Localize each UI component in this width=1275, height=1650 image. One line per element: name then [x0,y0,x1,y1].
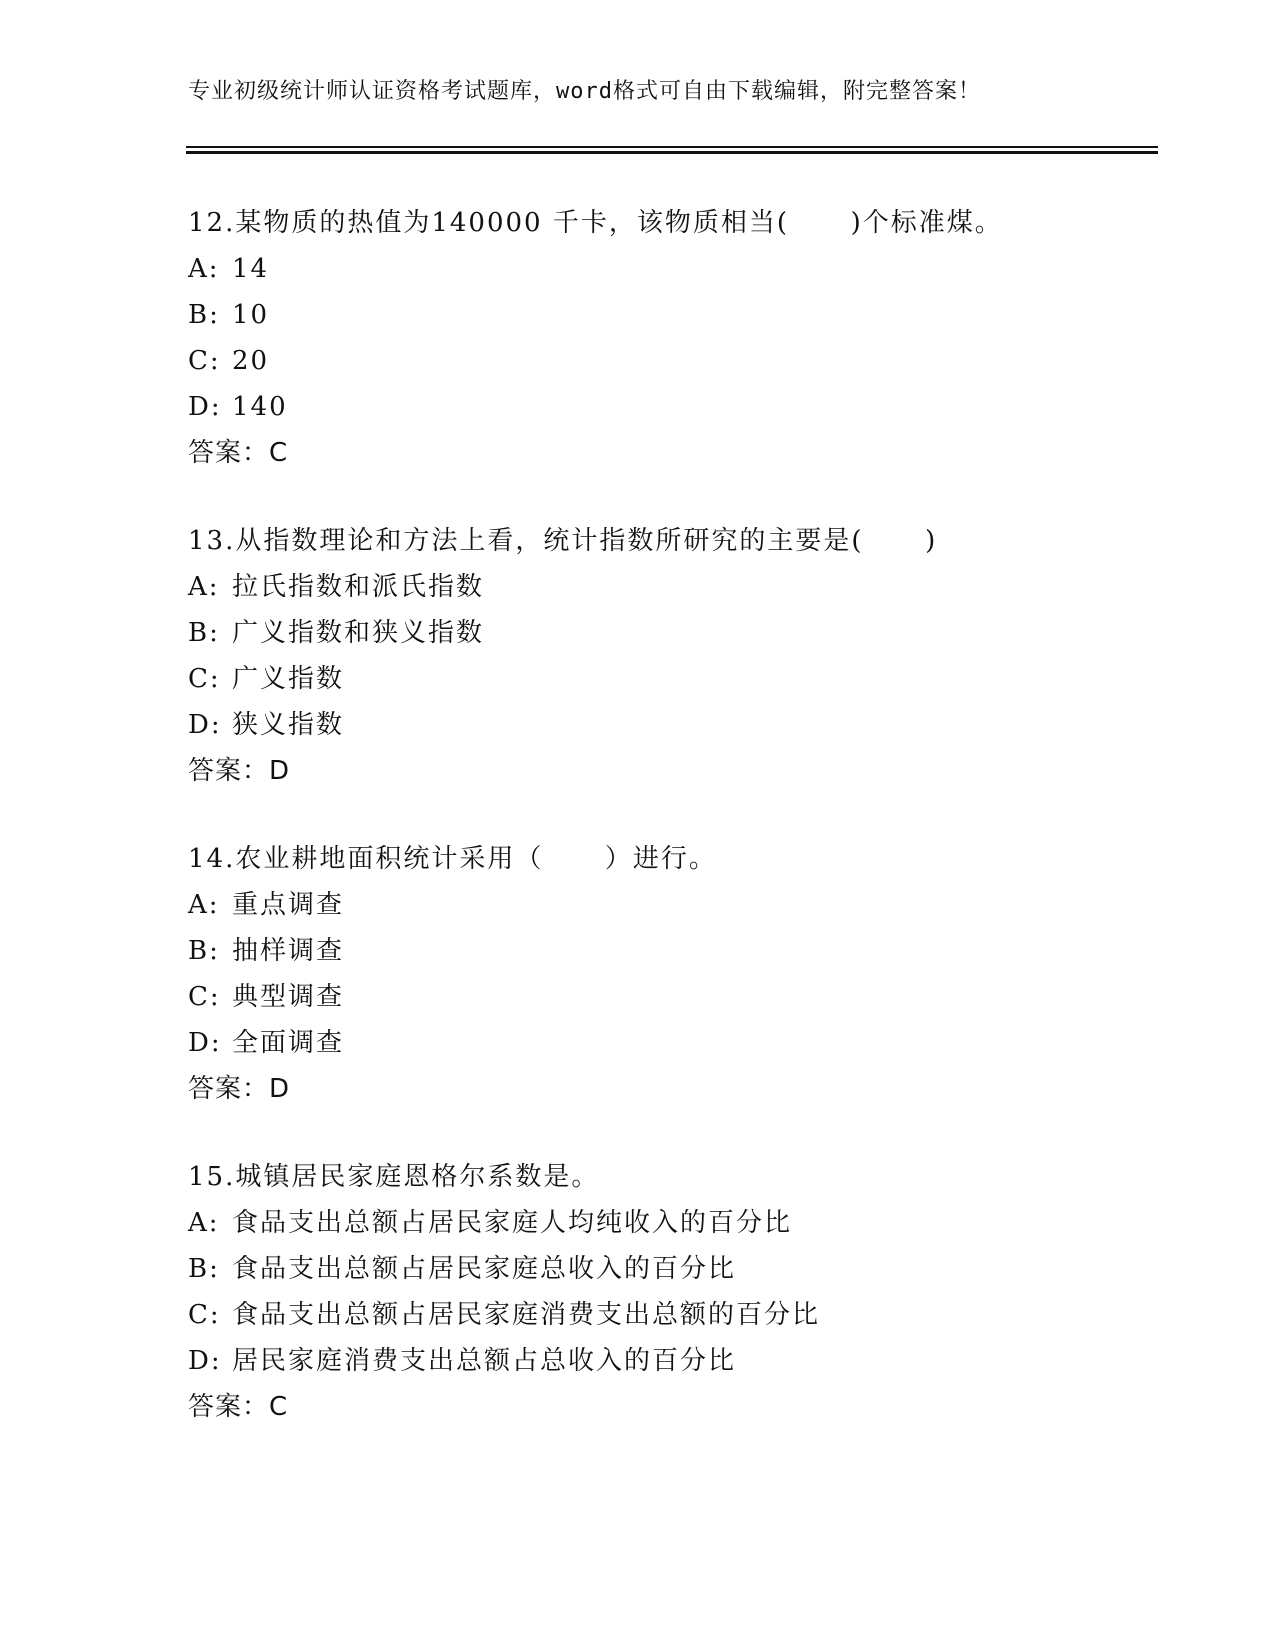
option-letter: C: [188,664,221,694]
question-stem: 14.农业耕地面积统计采用（ ）进行。 [188,844,717,874]
option-a [188,564,1148,610]
option-text: 广义指数和狭义指数 [232,618,485,648]
option-text: 食品支出总额占居民家庭人均纯收入的百分比 [232,1208,793,1238]
option-letter: B: [188,300,220,330]
option-b [188,610,1148,656]
option-text: 抽样调查 [232,936,345,966]
option-text: 拉氏指数和派氏指数 [232,572,485,602]
option-d [188,1020,1148,1066]
option-c [188,974,1148,1020]
option-text: 食品支出总额占居民家庭消费支出总额的百分比 [232,1300,821,1330]
option-letter: A: [188,572,220,602]
option-letter: B: [188,1254,220,1284]
option-b [188,1246,1148,1292]
option-a [188,246,1148,292]
question-14 [188,836,1148,1112]
option-text: 食品支出总额占居民家庭总收入的百分比 [232,1254,737,1284]
option-text: 居民家庭消费支出总额占总收入的百分比 [232,1346,737,1376]
option-letter: A: [188,890,220,920]
option-letter: C: [188,982,221,1012]
option-text: 狭义指数 [232,710,345,740]
option-letter: A: [188,254,220,284]
option-letter: B: [188,936,220,966]
option-letter: D: [188,392,222,422]
option-c [188,338,1148,384]
option-b [188,928,1148,974]
option-d [188,384,1148,430]
option-b [188,292,1148,338]
option-text: 典型调查 [232,982,345,1012]
option-c [188,1292,1148,1338]
option-text: 全面调查 [232,1028,345,1058]
option-text: 重点调查 [232,890,345,920]
option-letter: C: [188,1300,221,1330]
answer-line: 答案：C [188,438,289,468]
option-c [188,656,1148,702]
page-header: 专业初级统计师认证资格考试题库，word格式可自由下载编辑，附完整答案！ [188,79,981,104]
question-12 [188,200,1148,476]
option-a [188,1200,1148,1246]
question-stem: 15.城镇居民家庭恩格尔系数是。 [188,1162,600,1192]
option-d [188,702,1148,748]
option-text: 140 [232,392,288,422]
option-a [188,882,1148,928]
question-stem: 13.从指数理论和方法上看，统计指数所研究的主要是( ) [188,526,938,556]
question-15 [188,1154,1148,1430]
answer-line: 答案：D [188,1074,291,1104]
header-divider-thick [186,151,1158,154]
option-text: 20 [232,346,270,376]
option-letter: B: [188,618,220,648]
answer-line: 答案：D [188,756,291,786]
option-letter: D: [188,1346,222,1376]
option-text: 14 [232,254,270,284]
question-stem: 12.某物质的热值为140000 千卡，该物质相当( )个标准煤。 [188,208,1003,238]
header-divider-thin [186,146,1158,148]
option-letter: D: [188,710,222,740]
option-letter: D: [188,1028,222,1058]
option-text: 10 [232,300,270,330]
option-letter: A: [188,1208,220,1238]
option-text: 广义指数 [232,664,345,694]
question-13 [188,518,1148,794]
option-d [188,1338,1148,1384]
answer-line: 答案：C [188,1392,289,1422]
option-letter: C: [188,346,221,376]
question-list [188,200,1148,1472]
